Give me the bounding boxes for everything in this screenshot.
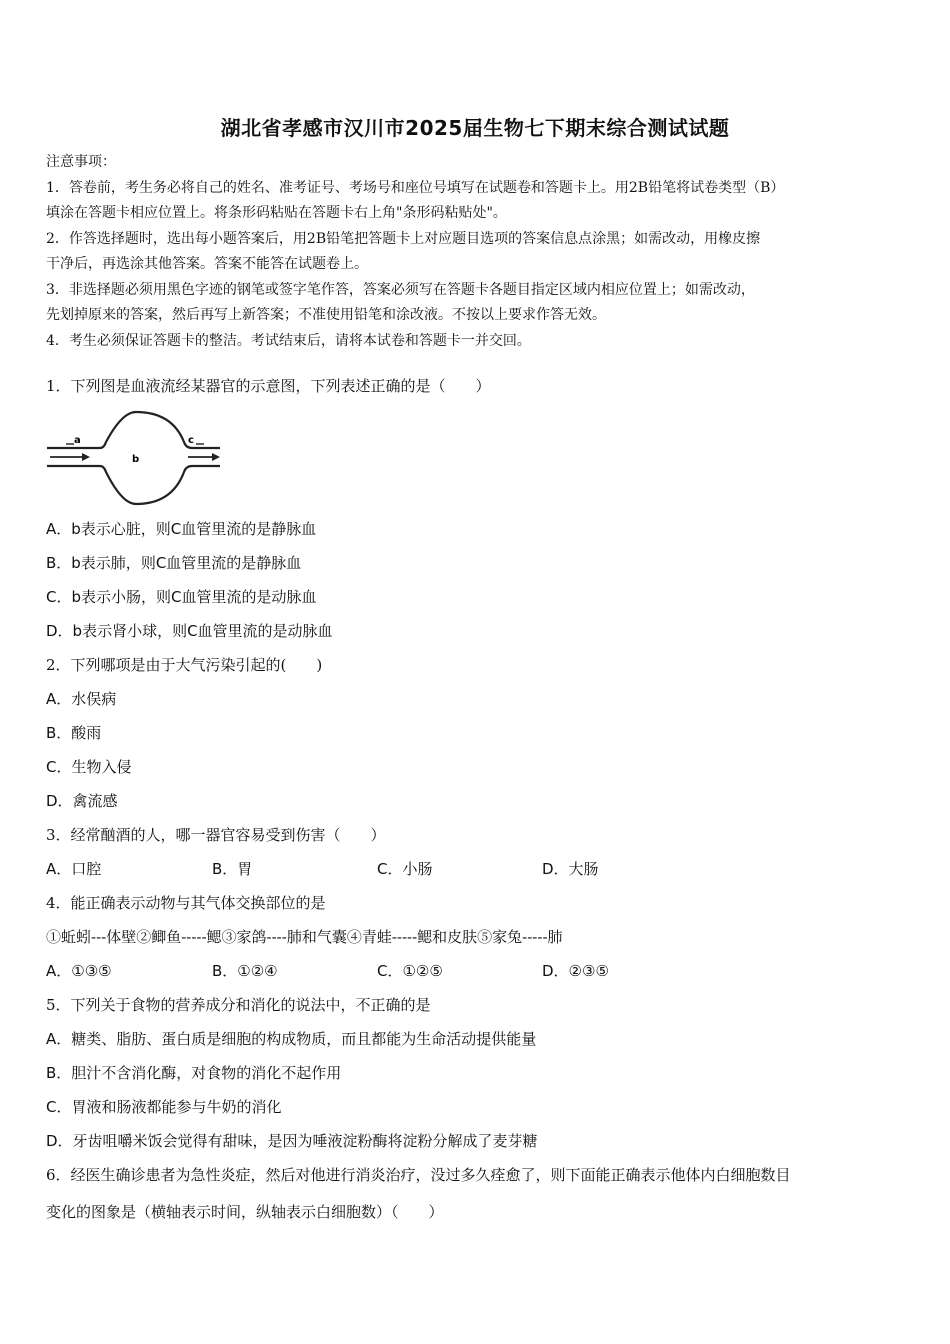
diagram-upper-outline xyxy=(47,412,220,448)
q5-option-a: A．糖类、脂肪、蛋白质是细胞的构成物质，而且都能为生命活动提供能量 xyxy=(46,1030,537,1048)
notice-line: 干净后，再选涂其他答案。答案不能答在试题卷上。 xyxy=(46,256,368,272)
q3-option-a: A．口腔 xyxy=(46,860,102,878)
q4-option-c: C．①②⑤ xyxy=(377,962,443,980)
blood-flow-organ-diagram xyxy=(44,410,224,506)
q4-option-d: D．②③⑤ xyxy=(542,962,609,980)
q5-option-b: B．胆汁不含消化酶，对食物的消化不起作用 xyxy=(46,1064,342,1082)
diagram-lower-outline xyxy=(47,466,220,504)
notice-line: 1．答卷前，考生务必将自己的姓名、准考证号、考场号和座位号填写在试题卷和答题卡上。用2B铅笔将试卷类型（B） xyxy=(46,179,785,196)
q4-stem: 4．能正确表示动物与其气体交换部位的是 xyxy=(46,894,326,912)
q5-stem: 5．下列关于食物的营养成分和消化的说法中，不正确的是 xyxy=(46,996,431,1014)
q3-option-d: D．大肠 xyxy=(542,860,599,878)
q4-option-b: B．①②④ xyxy=(212,962,278,980)
flow-out-arrowhead xyxy=(212,453,220,461)
q1-option-d: D．b表示肾小球，则C血管里流的是动脉血 xyxy=(46,622,333,640)
q3-option-b: B．胃 xyxy=(212,860,253,878)
q2-option-d: D．禽流感 xyxy=(46,792,118,810)
q2-stem: 2．下列哪项是由于大气污染引起的( ) xyxy=(46,656,323,674)
notice-line: 先划掉原来的答案，然后再写上新答案；不准使用铅笔和涂改液。不按以上要求作答无效。 xyxy=(46,307,606,323)
q6-stem-line2: 变化的图象是（横轴表示时间，纵轴表示白细胞数）（ ） xyxy=(46,1203,444,1221)
exam-title: 湖北省孝感市汉川市2025届生物七下期末综合测试试题 xyxy=(220,116,730,140)
q1-option-c: C．b表示小肠，则C血管里流的是动脉血 xyxy=(46,588,317,606)
notice-line: 填涂在答题卡相应位置上。将条形码粘贴在答题卡右上角"条形码粘贴处"。 xyxy=(46,205,507,221)
label-c: c xyxy=(188,435,194,446)
q3-option-c: C．小肠 xyxy=(377,860,433,878)
label-b: b xyxy=(132,454,140,465)
q1-option-a: A．b表示心脏，则C血管里流的是静脉血 xyxy=(46,520,317,538)
q2-option-c: C．生物入侵 xyxy=(46,758,132,776)
q6-stem-line1: 6．经医生确诊患者为急性炎症，然后对他进行消炎治疗，没过多久痊愈了，则下面能正确表示他体内白细胞数目 xyxy=(46,1166,791,1184)
q5-option-d: D．牙齿咀嚼米饭会觉得有甜味，是因为唾液淀粉酶将淀粉分解成了麦芽糖 xyxy=(46,1132,538,1150)
q1-option-b: B．b表示肺，则C血管里流的是静脉血 xyxy=(46,554,302,572)
notice-line: 4．考生必须保证答题卡的整洁。考试结束后，请将本试卷和答题卡一并交回。 xyxy=(46,332,531,349)
notice-heading: 注意事项： xyxy=(46,154,116,170)
notice-section xyxy=(46,150,908,354)
flow-in-arrowhead xyxy=(82,453,90,461)
q4-detail: ①蚯蚓---体壁②鲫鱼-----鳃③家鸽----肺和气囊④青蛙-----鳃和皮肤⑤家兔-----肺 xyxy=(46,928,563,946)
q3-stem: 3．经常酗酒的人，哪一器官容易受到伤害（ ） xyxy=(46,826,386,844)
q5-option-c: C．胃液和肠液都能参与牛奶的消化 xyxy=(46,1098,282,1116)
q2-option-b: B．酸雨 xyxy=(46,724,102,742)
q4-option-a: A．①③⑤ xyxy=(46,962,112,980)
notice-line: 2．作答选择题时，选出每小题答案后，用2B铅笔把答题卡上对应题目选项的答案信息点涂黑；如需改动，用橡皮擦 xyxy=(46,230,761,247)
q2-option-a: A．水俣病 xyxy=(46,690,117,708)
label-a: a xyxy=(74,435,81,446)
q1-stem: 1．下列图是血液流经某器官的示意图，下列表述正确的是（ ） xyxy=(46,377,491,395)
notice-line: 3．非选择题必须用黑色字迹的钢笔或签字笔作答，答案必须写在答题卡各题目指定区域内相应位置上；如需改动， xyxy=(46,281,755,298)
